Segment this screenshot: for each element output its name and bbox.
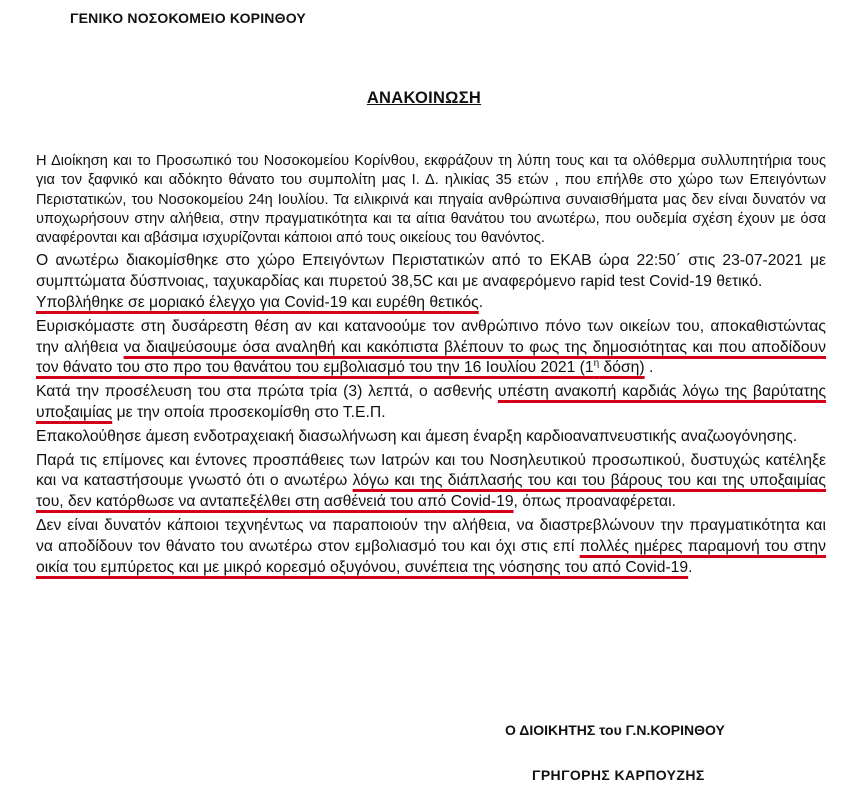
outcome-start: Παρά τις επίμονες και έντονες προσπάθειες των Ιατρών και του Νοσηλευτικού προσωπικού, δυστυχώς κατέληξε και να καταστήσουμε γνωστό ότι ο ανωτέρω — [36, 451, 826, 490]
denial-start: Ευρισκόμαστε στη δυσάρεστη θέση αν και κατανοούμε τον ανθρώπινο πόνο των οικείων του, αποκαθιστώντας την αλήθεια — [36, 317, 826, 356]
highlight-home-stay: πολλές ημέρες παραμονή του στην οικία του εμπύρετος και με μικρό κορεσμό οξυγόνου, συνέπεια της νόσησης του από Covid-19 — [36, 537, 826, 576]
arrest-start: Κατά την προσέλευση του στα πρώτα τρία (3) λεπτά, ο ασθενής — [36, 383, 498, 401]
highlight-pcr-test: Υποβλήθηκε σε μοριακό έλεγχο για Covid-19 και ευρέθη θετικός — [36, 294, 479, 312]
denial-marked-end: δόση) — [599, 359, 645, 377]
arrest-end: με την οποία προσεκομίσθη στο Τ.Ε.Π. — [112, 404, 386, 422]
conclusion-start: Δεν είναι δυνατόν κάποιοι τεχνηέντως να παραποιούν την αλήθεια, να διαστρεβλώνουν την πραγματικότητα και να αποδίδουν τον θάνατο του ανωτέρω στον εμβολιασμό του και όχι στις επί — [36, 517, 826, 555]
announcement-body — [36, 152, 826, 581]
highlight-vaccination-claim — [36, 339, 826, 377]
dose-superscript: η — [593, 358, 600, 370]
denial-marked: να διαψεύσουμε όσα αναληθή και κακόπιστα βλέπουν το φως της δημοσιότητας και που αποδίδουν τον θάνατο του στο προ του θανάτου του εμβολιασμό του την 16 Ιουλίου 2021 (1 — [36, 338, 826, 377]
signature-name: ΓΡΗΓΟΡΗΣ ΚΑΡΠΟΥΖΗΣ — [532, 767, 705, 783]
conclusion-end: . — [688, 558, 693, 576]
admission-text: Ο ανωτέρω διακομίσθηκε στο χώρο Επειγόντων Περιστατικών από το ΕΚΑΒ ώρα 22:50΄ στις 23-07-2021 με συμπτώματα δύσπνοιας, ταχυκαρδίας και πυρετού 38,5C και με αναφερόμενο rapid test Covid-19 θετικό. — [36, 252, 826, 291]
paragraph-conclusion — [36, 516, 826, 578]
admission-end: . — [478, 294, 484, 312]
paragraph-intubation: Επακολούθησε άμεση ενδοτραχειακή διασωλήνωση και άμεση έναρξη καρδιοαναπνευστικής αναζωογόνησης. — [36, 427, 798, 445]
paragraph-denial — [36, 317, 826, 379]
paragraph-admission — [36, 251, 826, 313]
highlight-covid-cause: λόγω και της διάπλασής του και του βάρους του και της υποξαιμίας του, δεν κατόρθωσε να ανταπεξέλθει στη ασθένειά του από Covid-19 — [36, 472, 826, 511]
paragraph-arrest — [36, 382, 826, 424]
document-title: ΑΝΑΚΟΙΝΩΣΗ — [366, 89, 482, 107]
paragraph-intro: Η Διοίκηση και το Προσωπικό του Νοσοκομείου Κορίνθου, εκφράζουν τη λύπη τους και τα ολόθερμα συλλυπητήρια τους για τον ξαφνικό και αδόκητο θάνατο του συμπολίτη μας Ι. Δ. ηλικίας 35 ετών , που επήλθε στο χώρο των Επειγόντων Περιστατικών, του Νοσοκομείου 24η Ιουλίου. Τα ειλικρινά και πηγαία ανθρώπινα συναισθήματα μας δεν είναι δυνατόν να υποχωρήσουν στην αλήθεια, στην πραγματικότητα και τα αίτια θανάτου του ανωτέρω, που ουδεμία σχέση έχουν με όσα αναφέρονται και αβάσιμα ισχυρίζονται κάποιοι από τους οικείους του θανόντος. — [36, 153, 826, 247]
paragraph-outcome — [36, 451, 826, 513]
highlight-cardiac-arrest: υπέστη ανακοπή καρδιάς λόγω της βαρύτατης υποξαιμίας — [36, 383, 827, 422]
outcome-end: , όπως προαναφέρεται. — [513, 493, 676, 511]
hospital-name: ΓΕΝΙΚΟ ΝΟΣΟΚΟΜΕΙΟ ΚΟΡΙΝΘΟΥ — [70, 10, 306, 26]
denial-end: . — [644, 359, 654, 377]
signature-role: Ο ΔΙΟΙΚΗΤΗΣ του Γ.Ν.ΚΟΡΙΝΘΟΥ — [505, 722, 725, 738]
